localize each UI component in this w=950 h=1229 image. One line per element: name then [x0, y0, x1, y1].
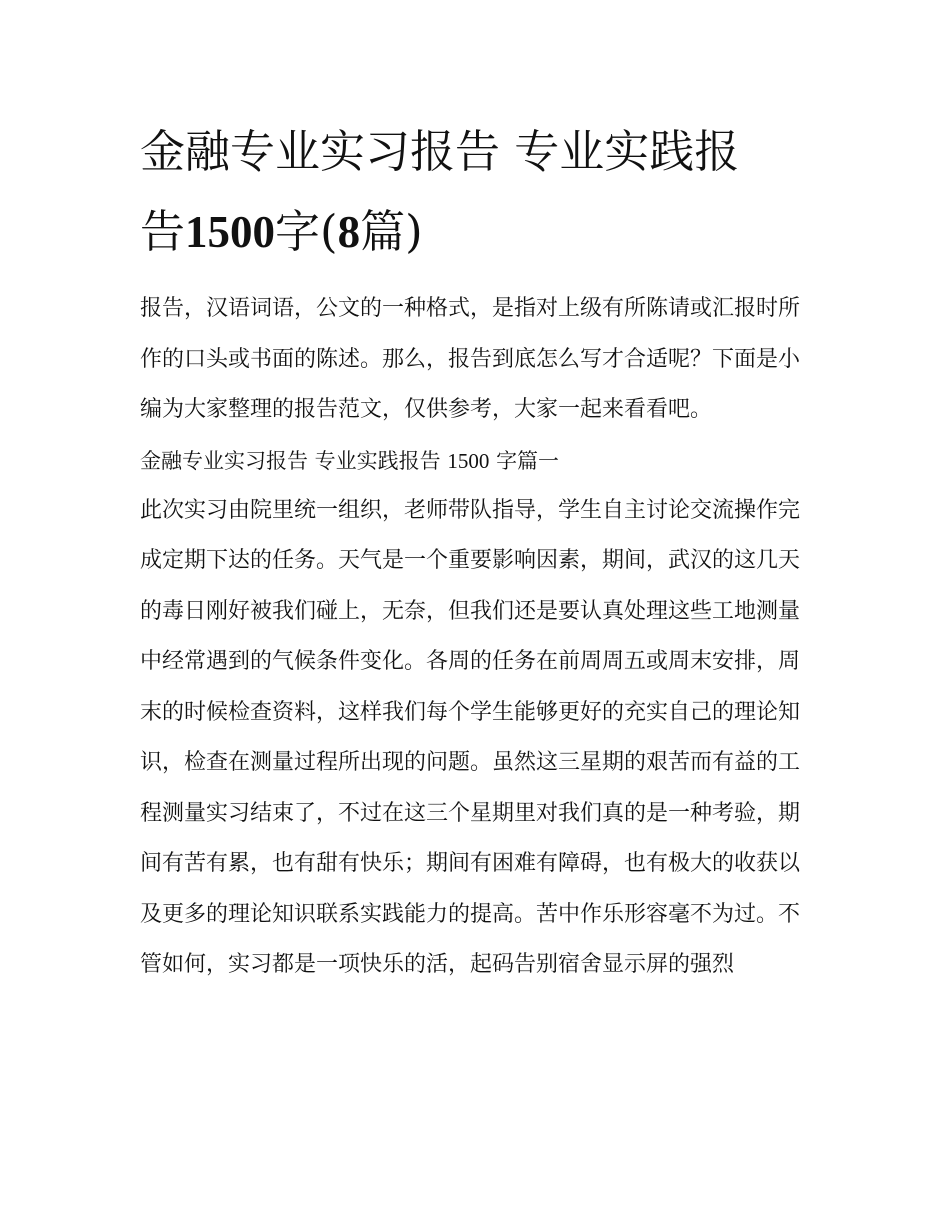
- document-body: [140, 284, 812, 991]
- intro-paragraph: 报告，汉语词语，公文的一种格式，是指对上级有所陈请或汇报时所作的口头或书面的陈述。那么，报告到底怎么写才合适呢？下面是小编为大家整理的报告范文，仅供参考，大家一起来看看吧。: [140, 296, 801, 422]
- title-line-2-suffix: 篇): [360, 205, 423, 258]
- title-line-1: 金融专业实习报告 专业实践报: [140, 125, 740, 178]
- document-page: [140, 112, 812, 991]
- title-line-2-prefix: 告: [140, 205, 186, 258]
- document-title: [140, 112, 812, 272]
- title-line-2-number-2: 8: [337, 207, 361, 257]
- title-line-2-mid: 字(: [275, 205, 338, 258]
- section-heading-suffix: 字篇一: [496, 448, 560, 473]
- section-heading-prefix: 金融专业实习报告 专业实践报告: [140, 448, 441, 473]
- section-heading-number: 1500: [447, 448, 490, 473]
- title-line-2-number: 1500: [185, 207, 276, 257]
- section-paragraph: 此次实习由院里统一组织，老师带队指导，学生自主讨论交流操作完成定期下达的任务。天气是一个重要影响因素，期间，武汉的这几天的毒日刚好被我们碰上，无奈，但我们还是要认真处理这些工地测量中经常遇到的气候条件变化。各周的任务在前周周五或周末安排，周末的时候检查资料，这样我们每个学生能够更好的充实自己的理论知识，检查在测量过程所出现的问题。虽然这三星期的艰苦而有益的工程测量实习结束了，不过在这三个星期里对我们真的是一种考验，期间有苦有累，也有甜有快乐；期间有困难有障碍，也有极大的收获以及更多的理论知识联系实践能力的提高。苦中作乐形容毫不为过。不管如何，实习都是一项快乐的活，起码告别宿舍显示屏的强烈: [140, 497, 801, 977]
- section-heading: [140, 436, 812, 486]
